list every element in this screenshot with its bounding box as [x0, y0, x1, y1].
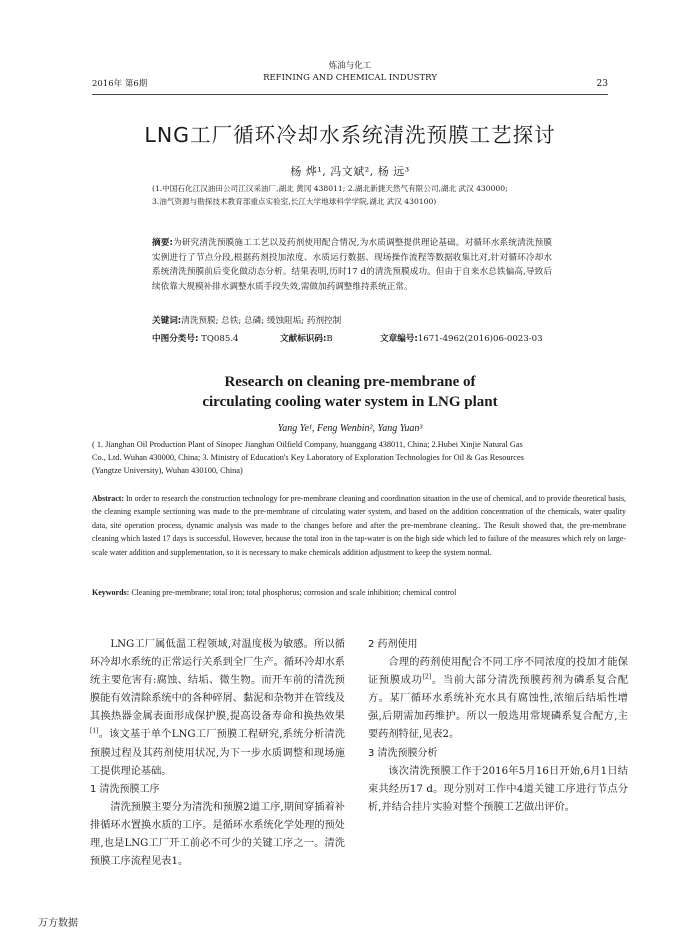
paper-title-cn: LNG工厂循环冷却水系统清洗预膜工艺探讨: [144, 123, 556, 147]
section-heading-1: 1 清洗预膜工序: [90, 783, 160, 795]
keywords-cn-text: 清洗预膜; 总铁; 总磷; 缓蚀阻垢; 药剂控制: [181, 316, 342, 326]
section-3-paragraph: 该次清洗预膜工作于2016年5月16日开始,6月1日结束共经历17 d。现分别对工作中4道关键工序进行节点分析,并结合挂片实验对整个预膜工艺做出评价。: [368, 765, 628, 813]
abstract-en-text: In order to research the construction technology for pre-membrane cleaning and coordination situation in the use of chemical, and to provide theoretical basis, the cleaning example sectioning was made to the pre-membrane of circulating water system, and based on the addition concentration of the chemicals, water quality data, site operation process, dynamic analysis was made to the changes before and after the pre-membrane cleaning.. The Result showed that, the pre-membrane cleaning which lasted 17 days is successful. However, because the total iron in the tap-water is on the high side which led to failure of the measures which rely on large-scale water addition and supplementation, so it is necessary to make chemicals addition adjustment to keep the system normal.: [92, 494, 626, 557]
abstract-cn-label: 摘要:: [152, 238, 173, 248]
affiliation-line: (1.中国石化江汉油田公司江汉采油厂,湖北 黄冈 438011; 2.湖北新捷天然气有限公司,湖北 武汉 430000;: [152, 184, 508, 193]
journal-name: [92, 60, 608, 84]
affiliations-cn: [152, 183, 572, 208]
footer-watermark: 万方数据: [38, 918, 78, 929]
journal-name-cn: 炼油与化工: [328, 61, 372, 71]
section-1-paragraph: 清洗预膜主要分为清洗和预膜2道工序,期间穿插着补排循环水置换水质的工序。是循环水系统化学处理的预处理,也是LNG工厂开工前必不可少的关键工序之一。清洗预膜工序流程见表1。: [90, 801, 345, 868]
body-column-left: [90, 636, 345, 871]
document-code: 文献标识码:B: [280, 334, 333, 344]
abstract-en: [92, 492, 626, 559]
affiliation-en-line: (Yangtze University), Wuhan 430100, China): [92, 466, 243, 475]
keywords-en: [92, 588, 626, 597]
affiliation-line: 3.油气资源与勘探技术教育部重点实验室,长江大学地球科学学院,湖北 武汉 430100): [152, 196, 437, 206]
affiliations-en: [92, 438, 612, 477]
abstract-cn-text: 为研究清洗预膜施工工艺以及药剂使用配合情况,为水质调整提供理论基础。对循环水系统清洗预膜实例进行了节点分段,根据药剂投加浓度、水质运行数据、现场操作流程等数据收集比对,针对循环冷却水系统清洗预膜前后变化做动态分析。结果表明,历时17 d的清洗预膜成功。但由于自来水总铁偏高,导致后续依靠大规模补排水调整水质手段失效,需做加药调整维持系统正常。: [152, 238, 553, 292]
issue-label: 2016年 第6期: [92, 79, 148, 89]
section-heading-3: 3 清洗预膜分析: [368, 747, 438, 759]
section-2-paragraph: 合理的药剂使用配合不同工序不同浓度的投加才能保证预膜成功[2]。当前大部分清洗预膜药剂为磷系复合配方。某厂循环水系统补充水具有腐蚀性,浓缩后结垢性增强,后期需加药维护。所以一般选用常规磷系复合配方,主要药剂特征,见表2。: [368, 657, 629, 741]
authors-cn: 杨 烨¹, 冯文斌², 杨 远³: [290, 165, 410, 178]
citation-ref: [2]: [422, 673, 432, 681]
paper-title-en: [80, 373, 620, 412]
section-heading-2: 2 药剂使用: [368, 639, 418, 650]
running-header: [92, 60, 608, 95]
keywords-cn-label: 关键词:: [152, 316, 182, 326]
title-en-line: circulating cooling water system in LNG plant: [202, 393, 498, 410]
body-column-right: [368, 636, 628, 817]
abstract-cn: [152, 236, 552, 294]
citation-ref: [1]: [90, 728, 99, 736]
title-en-line: Research on cleaning pre-membrane of: [224, 374, 476, 390]
page-number: 23: [596, 79, 608, 89]
clc-number: 中图分类号: TQ085.4: [152, 334, 239, 344]
journal-name-en: REFINING AND CHEMICAL INDUSTRY: [263, 73, 437, 83]
keywords-cn: [152, 314, 572, 326]
keywords-en-text: Cleaning pre-membrane; total iron; total phosphorus; corrosion and scale inhibition; chemical control: [131, 588, 457, 597]
affiliation-en-line: Co., Ltd. Wuhan 430000, China; 3. Ministry of Education's Key Laboratory of Exploration Technologies for Oil & Gas Resources: [92, 453, 524, 462]
keywords-en-label: Keywords:: [92, 588, 130, 597]
article-number: 文章编号:1671-4962(2016)06-0023-03: [380, 334, 543, 344]
abstract-en-label: Abstract:: [92, 494, 124, 503]
intro-paragraph: LNG工厂属低温工程领域,对温度极为敏感。所以循环冷却水系统的正常运行关系到全厂生产。循环冷却水系统主要危害有:腐蚀、结垢、微生物。而开车前的清洗预膜能有效清除系统中的各种碎屑、黏泥和杂物并在管线及其换热器金属表面形成保护膜,提高设备寿命和换热效果[1]。该文基于单个LNG工厂预膜工程研究,系统分析清洗预膜过程及其药剂使用状况,为下一步水质调整和现场施工提供理论基础。: [90, 639, 345, 777]
authors-en: Yang Ye¹, Feng Wenbin², Yang Yuan³: [277, 423, 423, 434]
affiliation-en-line: ( 1. Jianghan Oil Production Plant of Sinopec Jianghan Oilfield Company, huanggang 438011, China; 2.Hubei Xinjie Natural Gas: [92, 440, 523, 449]
